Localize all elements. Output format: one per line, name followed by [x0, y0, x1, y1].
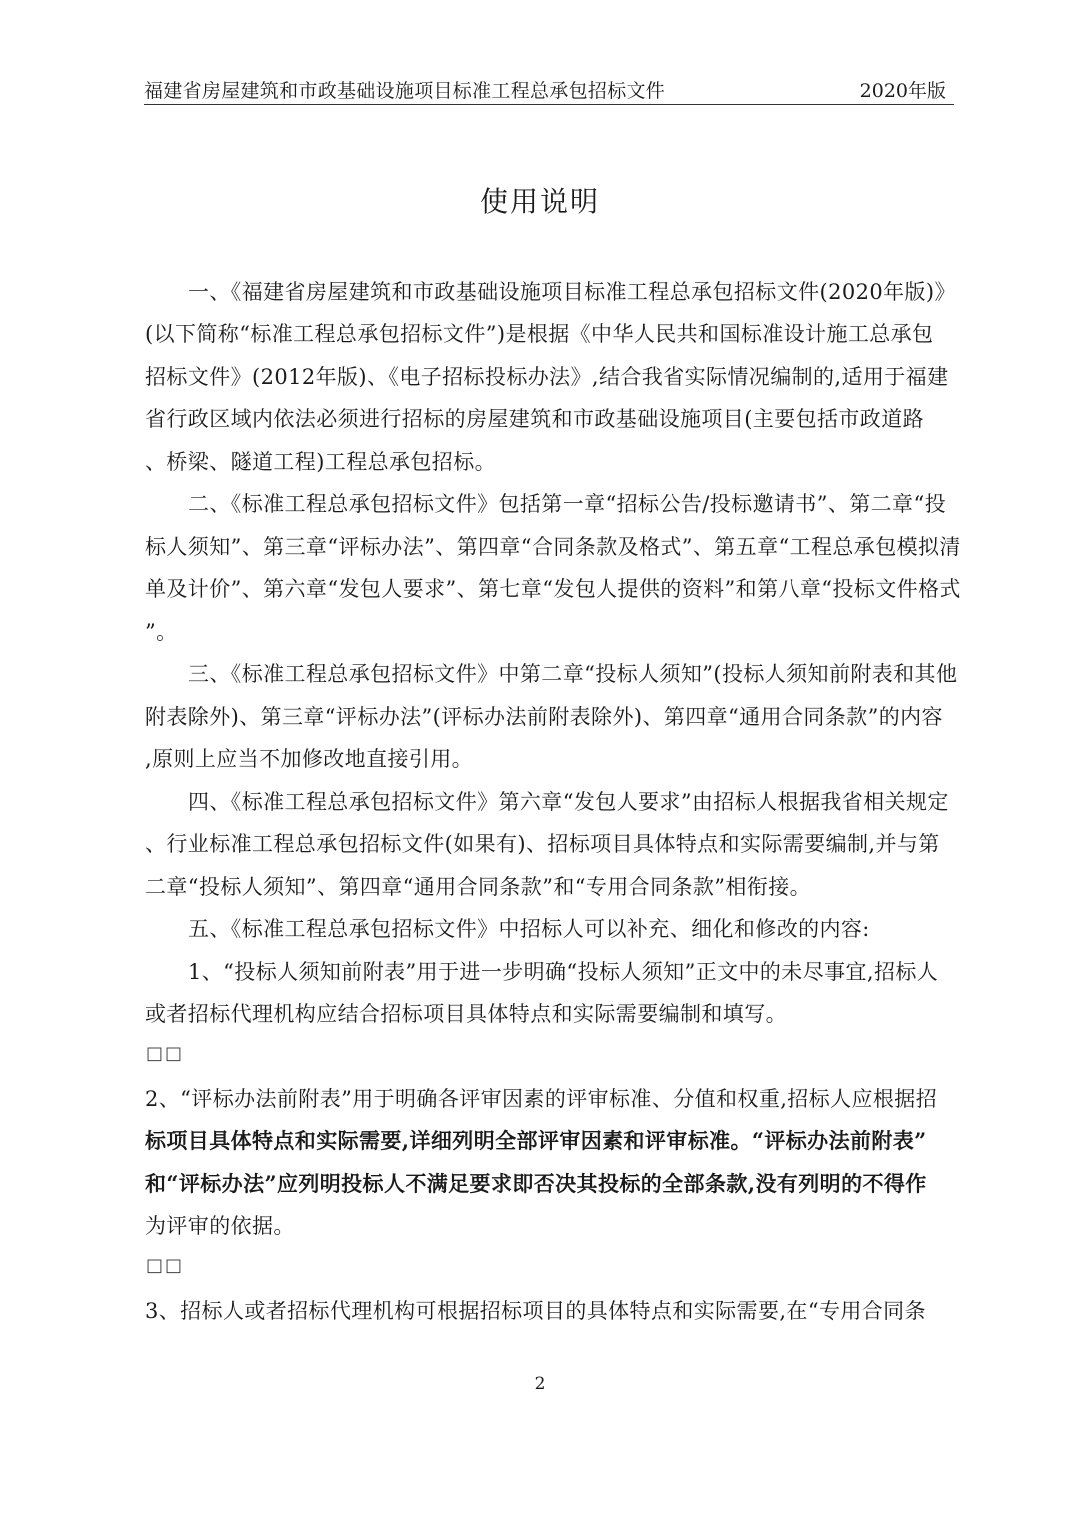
text-line: 标人须知”、第三章“评标办法”、第四章“合同条款及格式”、第五章“工程总承包模拟清 — [145, 535, 961, 559]
text-line: 省行政区域内依法必须进行招标的房屋建筑和市政基础设施项目(主要包括市政道路 — [145, 407, 924, 431]
text-line: 二、《标准工程总承包招标文件》包括第一章“招标公告/投标邀请书”、第二章“投 — [188, 492, 946, 516]
page-number: 2 — [534, 1374, 546, 1394]
text-line: 或者招标代理机构应结合招标项目具体特点和实际需要编制和填写。 — [145, 1002, 787, 1026]
text-line: ”。 — [145, 620, 178, 644]
doc-title: 使用说明 — [479, 185, 600, 218]
text-line: 和“评标办法”应列明投标人不满足要求即否决其投标的全部条款,没有列明的不得作 — [145, 1171, 927, 1196]
text-line: 三、《标准工程总承包招标文件》中第二章“投标人须知”(投标人须知前附表和其他 — [188, 662, 958, 686]
text-line: 二章“投标人须知”、第四章“通用合同条款”和“专用合同条款”相衔接。 — [145, 875, 812, 899]
text-line: 3、招标人或者招标代理机构可根据招标项目的具体特点和实际需要,在“专用合同条 — [145, 1299, 926, 1323]
text-line: 单及计价”、第六章“发包人要求”、第七章“发包人提供的资料”和第八章“投标文件格式 — [145, 577, 961, 601]
header-title: 福建省房屋建筑和市政基础设施项目标准工程总承包招标文件 — [144, 80, 666, 102]
text-line: 为评审的依据。 — [145, 1214, 295, 1238]
text-line: 招标文件》(2012年版)、《电子招标投标办法》,结合我省实际情况编制的,适用于福建 — [145, 365, 949, 389]
placeholder-glyphs: □□ — [146, 1043, 185, 1064]
text-line: 四、《标准工程总承包招标文件》第六章“发包人要求”由招标人根据我省相关规定 — [188, 790, 949, 814]
text-line: 标项目具体特点和实际需要,详细列明全部评审因素和评审标准。“评标办法前附表” — [145, 1128, 927, 1153]
text-line: 、桥梁、隧道工程)工程总承包招标。 — [145, 450, 496, 474]
page-header — [144, 74, 954, 105]
text-line: 1、“投标人须知前附表”用于进一步明确“投标人须知”正文中的未尽事宜,招标人 — [188, 960, 939, 984]
text-line: 五、《标准工程总承包招标文件》中招标人可以补充、细化和修改的内容: — [188, 917, 870, 941]
text-line: 一、《福建省房屋建筑和市政基础设施项目标准工程总承包招标文件(2020年版)》 — [188, 280, 956, 304]
text-line: 、行业标准工程总承包招标文件(如果有)、招标项目具体特点和实际需要编制,并与第 — [145, 832, 940, 856]
header-edition: 2020年版 — [859, 80, 946, 102]
text-line: 2、“评标办法前附表”用于明确各评审因素的评审标准、分值和权重,招标人应根据招 — [145, 1087, 938, 1111]
text-line: ,原则上应当不加修改地直接引用。 — [145, 747, 474, 771]
placeholder-glyphs: □□ — [146, 1255, 185, 1276]
text-line: 附表除外)、第三章“评标办法”(评标办法前附表除外)、第四章“通用合同条款”的内容 — [145, 705, 943, 729]
text-line: (以下简称“标准工程总承包招标文件”)是根据《中华人民共和国标准设计施工总承包 — [145, 322, 934, 346]
